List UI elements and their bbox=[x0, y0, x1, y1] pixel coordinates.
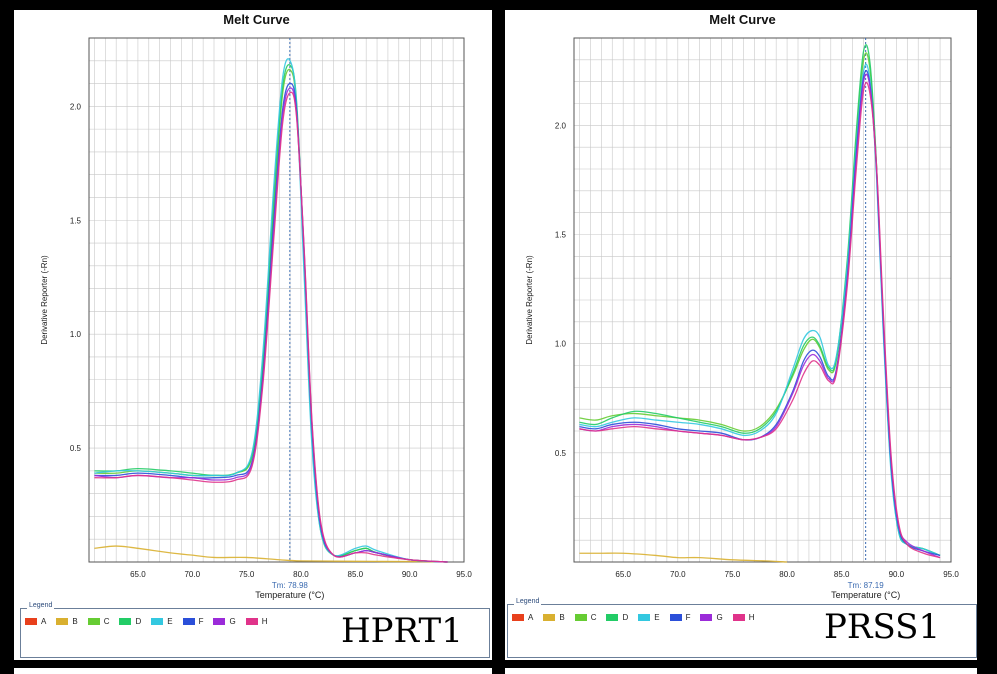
series-line-c bbox=[94, 69, 447, 562]
series-line-f bbox=[94, 84, 447, 562]
x-tick-label: 70.0 bbox=[184, 570, 201, 579]
x-tick-label: 90.0 bbox=[888, 570, 905, 579]
tm-label: Tm: 87.19 bbox=[847, 581, 884, 590]
legend-item-d[interactable] bbox=[606, 613, 628, 622]
legend-swatch-b bbox=[543, 614, 555, 621]
legend-item-h[interactable] bbox=[246, 617, 268, 626]
legend-label-b: B bbox=[559, 613, 565, 622]
y-tick-label: 0.5 bbox=[69, 444, 81, 454]
legend-item-c[interactable] bbox=[575, 613, 597, 622]
legend-swatch-g bbox=[213, 618, 225, 625]
chart-title: Melt Curve bbox=[223, 12, 290, 27]
legend-label-a: A bbox=[41, 617, 47, 626]
melt-curve-panel-prss1 bbox=[505, 10, 977, 660]
x-tick-label: 85.0 bbox=[833, 570, 850, 579]
legend-label-e: E bbox=[167, 617, 173, 626]
legend-swatch-c bbox=[88, 618, 100, 625]
x-tick-label: 75.0 bbox=[238, 570, 255, 579]
melt-curve-chart-hprt1 bbox=[14, 10, 492, 610]
series-line-c bbox=[579, 53, 940, 556]
legend-swatch-d bbox=[119, 618, 131, 625]
series-line-g bbox=[579, 74, 940, 557]
legend-swatch-h bbox=[246, 618, 258, 625]
x-tick-label: 95.0 bbox=[456, 570, 472, 579]
melt-curve-panel-hprt1 bbox=[14, 10, 492, 660]
legend-item-b[interactable] bbox=[56, 617, 77, 626]
legend-items bbox=[25, 617, 278, 626]
legend-box bbox=[20, 602, 490, 658]
legend-item-a[interactable] bbox=[25, 617, 46, 626]
y-tick-label: 2.0 bbox=[554, 121, 566, 131]
legend-label-e: E bbox=[654, 613, 660, 622]
series-line-g bbox=[94, 88, 447, 562]
x-tick-label: 65.0 bbox=[615, 570, 631, 579]
legend-item-b[interactable] bbox=[543, 613, 564, 622]
legend-item-h[interactable] bbox=[733, 613, 755, 622]
melt-curve-chart-prss1 bbox=[505, 10, 977, 610]
legend-item-a[interactable] bbox=[512, 613, 533, 622]
series-line-b bbox=[579, 553, 787, 562]
series-line-h bbox=[579, 82, 940, 557]
legend-items bbox=[512, 613, 765, 622]
legend-label-d: D bbox=[135, 617, 142, 626]
legend-swatch-g bbox=[700, 614, 712, 621]
series-line-d bbox=[94, 65, 447, 562]
series-line-b bbox=[94, 546, 447, 562]
series-line-f bbox=[579, 71, 940, 556]
legend-swatch-b bbox=[56, 618, 68, 625]
legend-item-c[interactable] bbox=[88, 617, 110, 626]
legend-item-f[interactable] bbox=[183, 617, 204, 626]
legend-swatch-d bbox=[606, 614, 618, 621]
legend-item-e[interactable] bbox=[151, 617, 172, 626]
x-axis-label: Temperature (°C) bbox=[255, 590, 325, 600]
legend-label-f: F bbox=[685, 613, 691, 622]
legend-label-g: G bbox=[229, 617, 236, 626]
legend-item-g[interactable] bbox=[700, 613, 722, 622]
legend-label-d: D bbox=[622, 613, 629, 622]
legend-swatch-a bbox=[512, 614, 524, 621]
legend-label-f: F bbox=[198, 617, 204, 626]
legend-swatch-e bbox=[151, 618, 163, 625]
legend-swatch-f bbox=[670, 614, 682, 621]
x-axis-label: Temperature (°C) bbox=[831, 590, 901, 600]
x-tick-label: 95.0 bbox=[943, 570, 959, 579]
legend-label-a: A bbox=[528, 613, 534, 622]
series-line-e bbox=[579, 64, 940, 555]
plot-frame bbox=[89, 38, 464, 562]
gene-label: PRSS1 bbox=[824, 607, 941, 647]
legend-label-c: C bbox=[103, 617, 110, 626]
x-tick-label: 90.0 bbox=[401, 570, 418, 579]
gene-label: HPRT1 bbox=[341, 611, 463, 651]
y-tick-label: 0.5 bbox=[554, 448, 566, 458]
y-tick-label: 1.5 bbox=[69, 216, 81, 226]
legend-label-b: B bbox=[72, 617, 78, 626]
x-tick-label: 70.0 bbox=[670, 570, 686, 579]
legend-label-g: G bbox=[716, 613, 723, 622]
x-tick-label: 80.0 bbox=[779, 570, 795, 579]
legend-label-h: H bbox=[748, 613, 755, 622]
legend-item-d[interactable] bbox=[119, 617, 141, 626]
legend-label-c: C bbox=[590, 613, 597, 622]
legend-swatch-e bbox=[638, 614, 650, 621]
x-tick-label: 80.0 bbox=[293, 570, 309, 579]
series-line-h bbox=[94, 92, 447, 562]
legend-swatch-f bbox=[183, 618, 195, 625]
y-tick-label: 1.5 bbox=[554, 230, 566, 240]
legend-item-g[interactable] bbox=[213, 617, 235, 626]
x-tick-label: 65.0 bbox=[130, 570, 146, 579]
legend-swatch-h bbox=[733, 614, 745, 621]
y-axis-label: Derivative Reporter (-Rn) bbox=[525, 255, 534, 345]
legend-label-h: H bbox=[261, 617, 268, 626]
y-axis-label: Derivative Reporter (-Rn) bbox=[40, 255, 49, 345]
y-tick-label: 1.0 bbox=[554, 339, 566, 349]
y-tick-label: 1.0 bbox=[69, 330, 81, 340]
x-tick-label: 85.0 bbox=[347, 570, 364, 579]
series-line-e bbox=[94, 59, 447, 562]
legend-swatch-a bbox=[25, 618, 37, 625]
legend-swatch-c bbox=[575, 614, 587, 621]
x-tick-label: 75.0 bbox=[724, 570, 741, 579]
legend-title: Legend bbox=[29, 602, 53, 609]
tm-label: Tm: 78.98 bbox=[271, 581, 308, 590]
next-panel-edge bbox=[505, 668, 977, 674]
legend-item-f[interactable] bbox=[670, 613, 691, 622]
chart-title: Melt Curve bbox=[709, 12, 776, 27]
legend-title: Legend bbox=[516, 598, 540, 605]
legend-box bbox=[507, 598, 977, 658]
next-panel-edge bbox=[14, 668, 492, 674]
y-tick-label: 2.0 bbox=[69, 102, 81, 112]
legend-item-e[interactable] bbox=[638, 613, 659, 622]
